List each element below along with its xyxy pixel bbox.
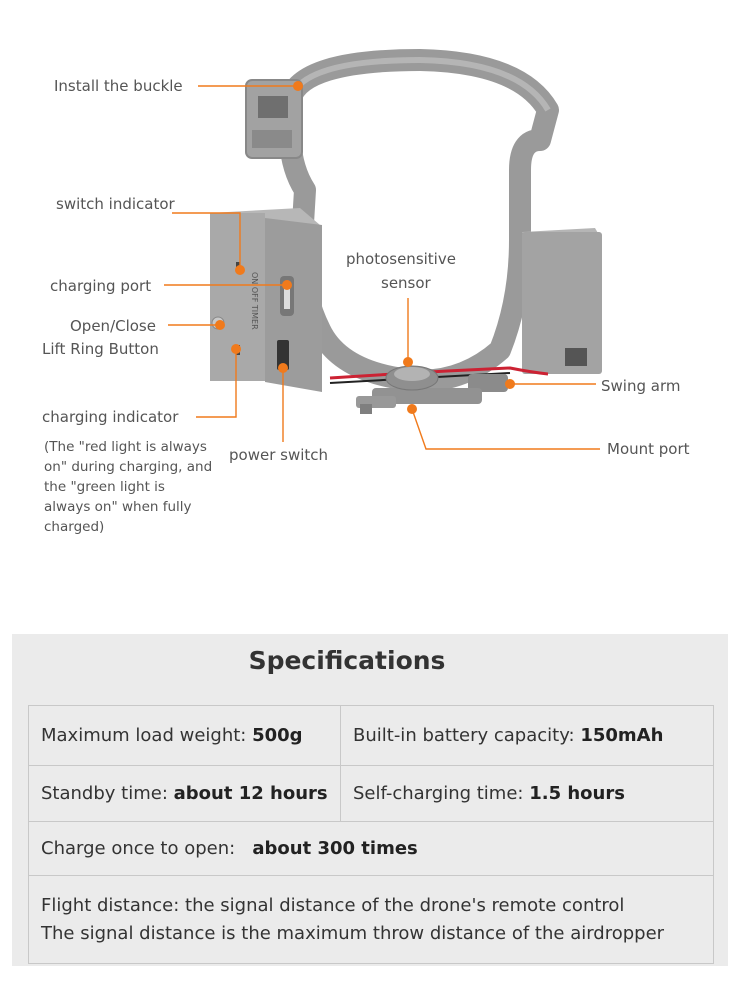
spec-standby-value: about 12 hours	[173, 783, 328, 804]
housing-print: ON OFF TIMER	[250, 272, 259, 330]
label-power-switch: power switch	[229, 446, 329, 464]
table-row	[29, 822, 714, 876]
label-swing-arm: Swing arm	[601, 377, 681, 395]
spec-load-label: Maximum load weight:	[41, 725, 247, 746]
spec-battery-value: 150mAh	[580, 725, 664, 746]
dot-buckle	[293, 81, 303, 91]
table-row	[29, 766, 714, 822]
spec-flight-line1: Flight distance: the signal distance of the drone's remote control	[41, 894, 625, 916]
line-mount-port	[412, 409, 600, 449]
label-photosensitive: photosensitive	[346, 250, 456, 268]
spec-load-value: 500g	[252, 725, 303, 746]
lift-ring	[290, 60, 548, 381]
label-switch-indicator: switch indicator	[56, 195, 175, 213]
dot-charging-port	[282, 280, 292, 290]
label-open-close: Open/Close	[70, 317, 156, 335]
spec-standby-label: Standby time:	[41, 783, 168, 804]
main-housing	[210, 208, 322, 392]
label-mount-port: Mount port	[607, 440, 690, 458]
label-charging-indicator: charging indicator	[42, 408, 179, 426]
spec-battery-cell	[341, 706, 714, 766]
spec-selfcharge-value: 1.5 hours	[529, 783, 625, 804]
spec-flight-line2: The signal distance is the maximum throw distance of the airdropper	[41, 922, 665, 944]
charging-note: (The "red light is always on" during charging, and the "green light is always on" when fully charged)	[44, 439, 213, 535]
spec-charge-cell	[29, 822, 714, 876]
label-lift-ring-button: Lift Ring Button	[42, 340, 159, 358]
spec-charge-label: Charge once to open:	[41, 838, 236, 859]
specifications-table	[28, 705, 714, 964]
dot-mount-port	[407, 404, 417, 414]
spec-charge-value: about 300 times	[252, 838, 418, 859]
buckle	[246, 80, 302, 158]
spec-selfcharge-label: Self-charging time:	[353, 783, 524, 804]
mount-port	[356, 396, 396, 414]
label-charging-port: charging port	[50, 277, 152, 295]
side-box	[522, 228, 602, 374]
dot-open-close	[215, 320, 225, 330]
label-install-buckle: Install the buckle	[54, 77, 183, 95]
spec-standby-cell	[29, 766, 341, 822]
dot-swing-arm	[505, 379, 515, 389]
dot-charging-indicator	[231, 344, 241, 354]
spec-flight-cell	[29, 876, 714, 964]
label-sensor: sensor	[381, 274, 431, 292]
spec-load-cell	[29, 706, 341, 766]
dot-sensor	[403, 357, 413, 367]
specifications-title: Specifications	[248, 646, 446, 675]
dot-switch-indicator	[235, 265, 245, 275]
spec-selfcharge-cell	[341, 766, 714, 822]
table-row	[29, 706, 714, 766]
dot-power-switch	[278, 363, 288, 373]
table-row	[29, 876, 714, 964]
spec-battery-label: Built-in battery capacity:	[353, 725, 575, 746]
